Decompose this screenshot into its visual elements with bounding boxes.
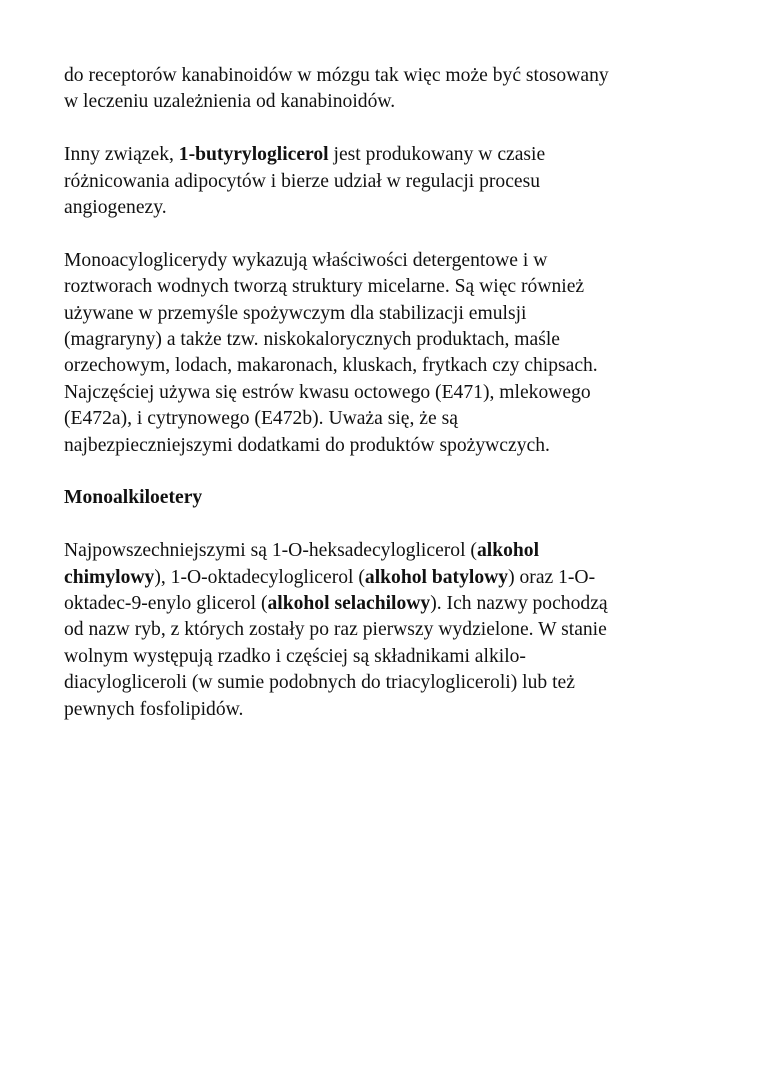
bold-term: 1-butyryloglicerol <box>178 144 329 166</box>
text-run: najbezpieczniejszymi dodatkami do produktów spożywczych. <box>64 434 550 456</box>
text-line <box>64 485 714 511</box>
text-run: (E472a), i cytrynowego (E472b). Uważa się, że są <box>64 408 458 430</box>
text-run: ). Ich nazwy pochodzą <box>430 593 608 615</box>
text-run: jest produkowany w czasie <box>328 144 546 166</box>
text-line <box>64 380 714 406</box>
paragraph-gap <box>64 512 714 538</box>
text-line <box>64 169 714 195</box>
text-run: angiogenezy. <box>64 197 167 219</box>
text-line <box>64 644 714 670</box>
text-line <box>64 63 714 89</box>
paragraph <box>64 63 714 116</box>
text-run: wolnym występują rzadko i częściej są składnikami alkilo- <box>64 645 526 667</box>
text-run: różnicowania adipocytów i bierze udział w regulacji procesu <box>64 170 541 192</box>
text-line <box>64 565 714 591</box>
text-run: ) oraz 1-O- <box>508 566 596 588</box>
text-line <box>64 433 714 459</box>
text-run: od nazw ryb, z których zostały po raz pierwszy wydzielone. W stanie <box>64 619 607 641</box>
text-line <box>64 142 714 168</box>
paragraph-gap <box>64 459 714 485</box>
document-body <box>64 63 714 723</box>
bold-term: alkohol batylowy <box>364 566 509 588</box>
text-line <box>64 591 714 617</box>
paragraph <box>64 248 714 459</box>
paragraph-gap <box>64 116 714 142</box>
text-run: diacylogliceroli (w sumie podobnych do triacylogliceroli) lub też <box>64 672 575 694</box>
text-line <box>64 274 714 300</box>
text-run: oktadec-9-enylo glicerol ( <box>64 593 268 615</box>
text-run: w leczeniu uzależnienia od kanabinoidów. <box>64 91 396 113</box>
text-run: Najpowszechniejszymi są 1-O-heksadecyloglicerol ( <box>64 540 477 562</box>
bold-term: alkohol <box>476 540 540 562</box>
text-line <box>64 617 714 643</box>
text-run: Najczęściej używa się estrów kwasu octowego (E471), mlekowego <box>64 381 591 403</box>
text-run: roztworach wodnych tworzą struktury micelarne. Są więc również <box>64 276 585 298</box>
text-line <box>64 248 714 274</box>
paragraph <box>64 538 714 723</box>
text-line <box>64 406 714 432</box>
bold-term: Monoalkiloetery <box>64 487 203 509</box>
text-run: orzechowym, lodach, makaronach, kluskach, frytkach czy chipsach. <box>64 355 598 377</box>
text-line <box>64 538 714 564</box>
paragraph <box>64 142 714 221</box>
text-line <box>64 89 714 115</box>
text-run: do receptorów kanabinoidów w mózgu tak więc może być stosowany <box>64 65 609 86</box>
text-line <box>64 301 714 327</box>
text-run: (magraryny) a także tzw. niskokalorycznych produktach, maśle <box>64 329 560 351</box>
text-line <box>64 353 714 379</box>
bold-term: chimylowy <box>64 566 155 588</box>
section-heading <box>64 485 714 511</box>
text-run: używane w przemyśle spożywczym dla stabilizacji emulsji <box>64 302 527 324</box>
text-run: Inny związek, <box>64 144 179 166</box>
text-run: Monoacyloglicerydy wykazują właściwości detergentowe i w <box>64 249 548 271</box>
text-line <box>64 697 714 723</box>
text-run: pewnych fosfolipidów. <box>64 698 244 720</box>
text-line <box>64 670 714 696</box>
text-run: ), 1-O-oktadecyloglicerol ( <box>154 566 365 588</box>
text-line <box>64 195 714 221</box>
bold-term: alkohol selachilowy <box>267 593 431 615</box>
text-line <box>64 327 714 353</box>
paragraph-gap <box>64 221 714 247</box>
